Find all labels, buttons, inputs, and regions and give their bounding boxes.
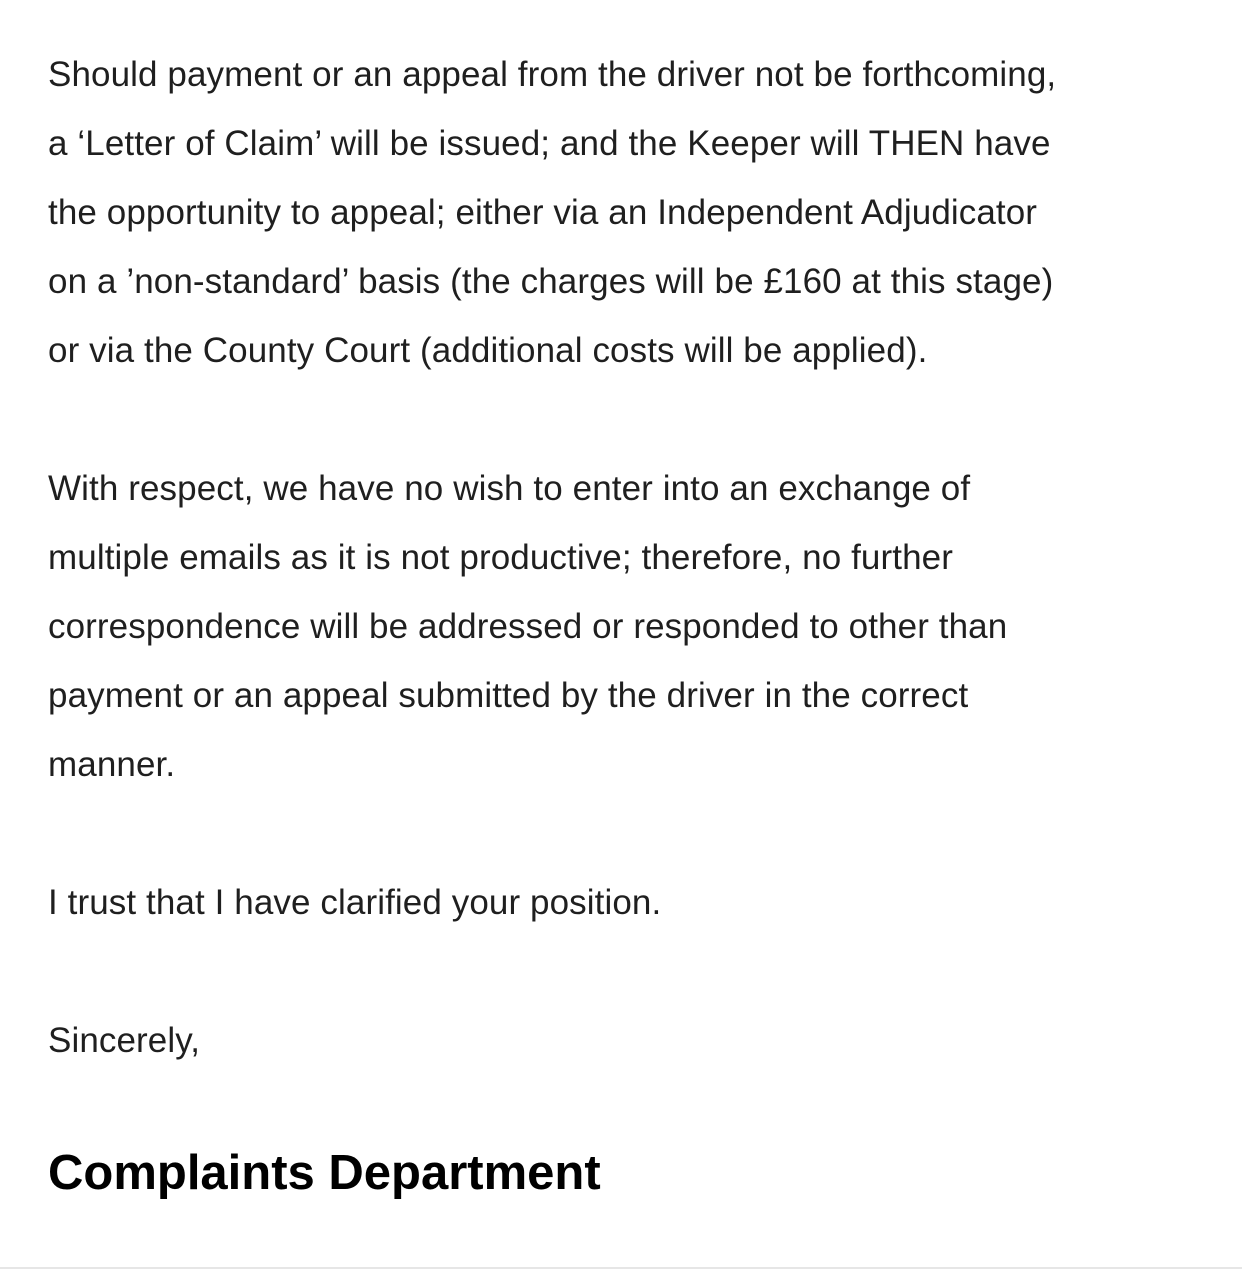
paragraph-no-further-correspondence: With respect, we have no wish to enter into an exchange of multiple emails as it is not productive; therefore, no further correspondence will be addressed or responded to other than payment or an appeal submitted by the driver in the correct manner.	[48, 469, 1008, 784]
paragraph-clarified-position: I trust that I have clarified your position.	[48, 883, 662, 922]
paragraph-spacer	[48, 937, 1208, 1006]
paragraph-spacer	[48, 385, 1208, 454]
paragraph-spacer	[48, 799, 1208, 868]
signature-department: Complaints Department	[48, 1146, 601, 1200]
closing-salutation: Sincerely,	[48, 1021, 201, 1060]
paragraph-letter-of-claim: Should payment or an appeal from the driver not be forthcoming, a ‘Letter of Claim’ will be issued; and the Keeper will THEN have the opportunity to appeal; either via an Independent Adjudicator on a ’non-standard’ basis (the charges will be £160 at this stage) or via the County Court (additional costs will be applied).	[48, 55, 1057, 370]
email-body	[48, 40, 1208, 1075]
